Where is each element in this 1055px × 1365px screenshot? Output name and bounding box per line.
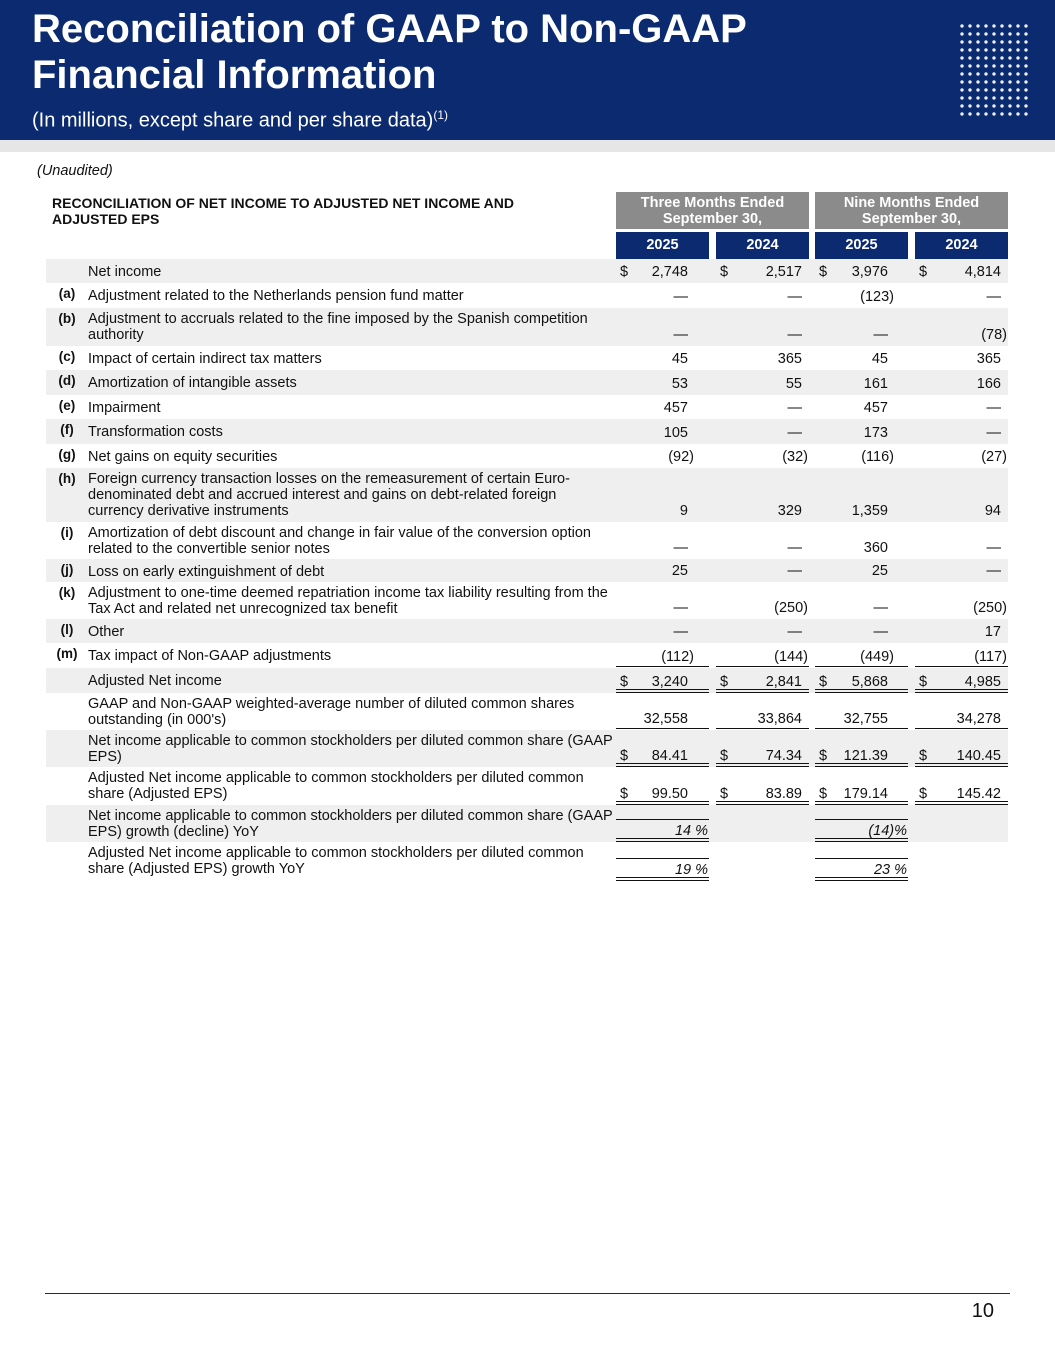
row-label: Amortization of intangible assets [88,375,297,391]
cell-value: 457 [663,400,688,416]
double-underline [616,877,709,881]
table-row [46,619,1008,643]
table-row [46,559,1008,582]
table-row [46,767,1008,805]
row-label: Adjustment related to the Netherlands pension fund matter [88,288,464,304]
row-label: Impact of certain indirect tax matters [88,351,322,367]
cell-value: — [673,327,688,343]
currency-symbol: $ [919,264,928,280]
table-row [46,395,1008,419]
single-underline [616,666,709,667]
table-title: RECONCILIATION OF NET INCOME TO ADJUSTED NET INCOME AND ADJUSTED EPS [52,195,515,227]
cell-value: 173 [863,425,888,441]
growth-value: (14)% [868,823,907,839]
single-underline [716,666,809,667]
banner-divider [0,140,1055,152]
single-underline [716,728,809,729]
cell-value: 34,278 [956,711,1001,727]
table-row [46,582,1008,619]
adjustment-code: (a) [58,286,76,301]
cell-value: — [673,289,688,305]
single-underline [915,666,1008,667]
cell-value: — [673,624,688,640]
cell-value: — [986,563,1001,579]
cell-value: (112) [661,649,694,665]
single-underline [815,858,908,859]
currency-symbol: $ [720,748,729,764]
adjustment-code: (b) [58,311,76,326]
adjustment-code: (f) [60,422,74,437]
single-underline [616,819,709,820]
cell-value: 329 [777,503,802,519]
table-row [46,283,1008,308]
adjustment-code: (l) [60,622,74,637]
cell-value: 32,755 [843,711,888,727]
currency-symbol: $ [620,748,629,764]
table-row [46,444,1008,468]
cell-value: (449) [860,649,894,665]
cell-value: 2,517 [765,264,802,280]
table-row [46,842,1008,881]
cell-value: 360 [863,540,888,556]
cell-value: 145.42 [956,786,1001,802]
currency-symbol: $ [720,786,729,802]
table-row [46,522,1008,559]
cell-value: — [787,425,802,441]
cell-value: 457 [863,400,888,416]
single-underline [815,819,908,820]
cell-value: 365 [976,351,1001,367]
cell-value: 17 [984,624,1001,640]
currency-symbol: $ [720,264,729,280]
table-row [46,693,1008,730]
double-underline [815,877,908,881]
row-label: Adjustment to accruals related to the fine imposed by the Spanish competition authority [88,311,588,343]
row-label: Adjustment to one-time deemed repatriation income tax liability resulting from the Tax Act and related net unrecognized tax benefit [88,585,608,617]
cell-value: 84.41 [651,748,688,764]
cell-value: — [787,289,802,305]
cell-value: 121.39 [843,748,888,764]
cell-value: 25 [671,563,688,579]
cell-value: 5,868 [851,674,888,690]
cell-value: — [787,563,802,579]
cell-value: (116) [861,449,894,465]
row-label: Net gains on equity securities [88,449,278,465]
adjustment-code: (e) [58,398,76,413]
row-label: Net income [88,264,162,280]
row-label: Impairment [88,400,161,416]
column-year-header: 2025 [815,232,908,259]
cell-value: 166 [976,376,1001,392]
cell-value: — [673,600,688,616]
cell-value: 55 [785,376,802,392]
cell-value: (250) [774,600,808,616]
adjustment-code: (m) [56,646,78,661]
cell-value: 33,864 [757,711,802,727]
currency-symbol: $ [819,748,828,764]
adjustment-code: (d) [58,373,76,388]
footnote-ref: (1) [433,108,448,122]
row-label: Loss on early extinguishment of debt [88,564,325,580]
unaudited-label: (Unaudited) [37,163,113,179]
table-row [46,730,1008,767]
page-number: 10 [971,1300,994,1322]
row-label: Adjusted Net income applicable to common stockholders per diluted common share (Adjusted EPS) growth YoY [88,845,584,877]
cell-value: — [986,425,1001,441]
column-year-header: 2025 [616,232,709,259]
column-year-header: 2024 [716,232,809,259]
growth-value: 23 % [873,862,907,878]
cell-value: 99.50 [651,786,688,802]
row-label: Amortization of debt discount and change in fair value of the conversion option related to the convertible senior notes [88,525,591,557]
table-row [46,643,1008,668]
currency-symbol: $ [819,264,828,280]
cell-value: 1,359 [851,503,888,519]
cell-value: (27) [981,449,1007,465]
cell-value: 140.45 [956,748,1001,764]
adjustment-code: (i) [60,525,74,540]
row-label: Net income applicable to common stockholders per diluted common share (GAAP EPS) [88,733,613,765]
adjustment-code: (g) [58,447,76,462]
column-group-three-months: Three Months Ended September 30, [616,192,809,229]
cell-value: — [787,540,802,556]
table-row [46,468,1008,522]
cell-value: 105 [663,425,688,441]
cell-value: 74.34 [765,748,802,764]
row-label: GAAP and Non-GAAP weighted-average number of diluted common shares outstanding (in 000's) [88,696,575,728]
cell-value: 179.14 [843,786,888,802]
subtitle-text: (In millions, except share and per share data) [32,109,434,132]
table-row [46,346,1008,370]
single-underline [815,728,908,729]
row-label: Net income applicable to common stockholders per diluted common share (GAAP EPS) growth (decline) YoY [88,808,613,840]
adjustment-code: (j) [60,562,74,577]
currency-symbol: $ [620,674,629,690]
table-row [46,419,1008,444]
cell-value: 53 [671,376,688,392]
cell-value: 83.89 [765,786,802,802]
currency-symbol: $ [919,786,928,802]
adjustment-code: (h) [58,471,76,486]
row-label: Adjusted Net income applicable to common stockholders per diluted common share (Adjusted EPS) [88,770,584,802]
cell-value: — [787,624,802,640]
row-label: Transformation costs [88,424,223,440]
cell-value: 45 [671,351,688,367]
cell-value: 3,240 [651,674,688,690]
cell-value: — [986,400,1001,416]
cell-value: — [873,600,888,616]
adjustment-code: (c) [58,349,76,364]
cell-value: (123) [860,289,894,305]
single-underline [616,858,709,859]
cell-value: (250) [973,600,1007,616]
currency-symbol: $ [919,674,928,690]
currency-symbol: $ [919,748,928,764]
page-title: Reconciliation of GAAP to Non-GAAP Financial Information [32,7,747,97]
currency-symbol: $ [819,674,828,690]
page-subtitle [32,108,448,133]
table-row [46,805,1008,842]
cell-value: — [986,289,1001,305]
single-underline [616,728,709,729]
currency-symbol: $ [819,786,828,802]
currency-symbol: $ [620,264,629,280]
cell-value: — [787,327,802,343]
cell-value: 45 [871,351,888,367]
cell-value: 2,748 [651,264,688,280]
cell-value: 25 [871,563,888,579]
cell-value: 4,985 [964,674,1001,690]
cell-value: 2,841 [765,674,802,690]
row-label: Other [88,624,125,640]
cell-value: 4,814 [964,264,1001,280]
table-row [46,259,1008,283]
column-group-nine-months: Nine Months Ended September 30, [815,192,1008,229]
dot-grid-decoration [958,22,1030,118]
cell-value: 3,976 [851,264,888,280]
single-underline [815,666,908,667]
row-label: Foreign currency transaction losses on the remeasurement of certain Euro-denominated debt and accrued interest and gains on debt-related foreign currency derivative instruments [88,471,570,519]
cell-value: 161 [863,376,888,392]
cell-value: 365 [777,351,802,367]
growth-value: 14 % [674,823,708,839]
cell-value: — [787,400,802,416]
row-label: Adjusted Net income [88,673,222,689]
cell-value: (78) [981,327,1007,343]
single-underline [915,728,1008,729]
table-row [46,308,1008,346]
row-label: Tax impact of Non-GAAP adjustments [88,648,332,664]
growth-value: 19 % [674,862,708,878]
cell-value: — [873,624,888,640]
currency-symbol: $ [720,674,729,690]
currency-symbol: $ [620,786,629,802]
column-year-header: 2024 [915,232,1008,259]
adjustment-code: (k) [58,585,76,600]
footer-divider [45,1293,1010,1294]
cell-value: — [986,540,1001,556]
cell-value: — [673,540,688,556]
cell-value: — [873,327,888,343]
cell-value: (32) [782,449,808,465]
cell-value: 9 [679,503,688,519]
cell-value: (144) [774,649,808,665]
cell-value: (92) [668,449,694,465]
cell-value: 94 [984,503,1001,519]
cell-value: (117) [974,649,1007,665]
cell-value: 32,558 [643,711,688,727]
table-row [46,370,1008,395]
